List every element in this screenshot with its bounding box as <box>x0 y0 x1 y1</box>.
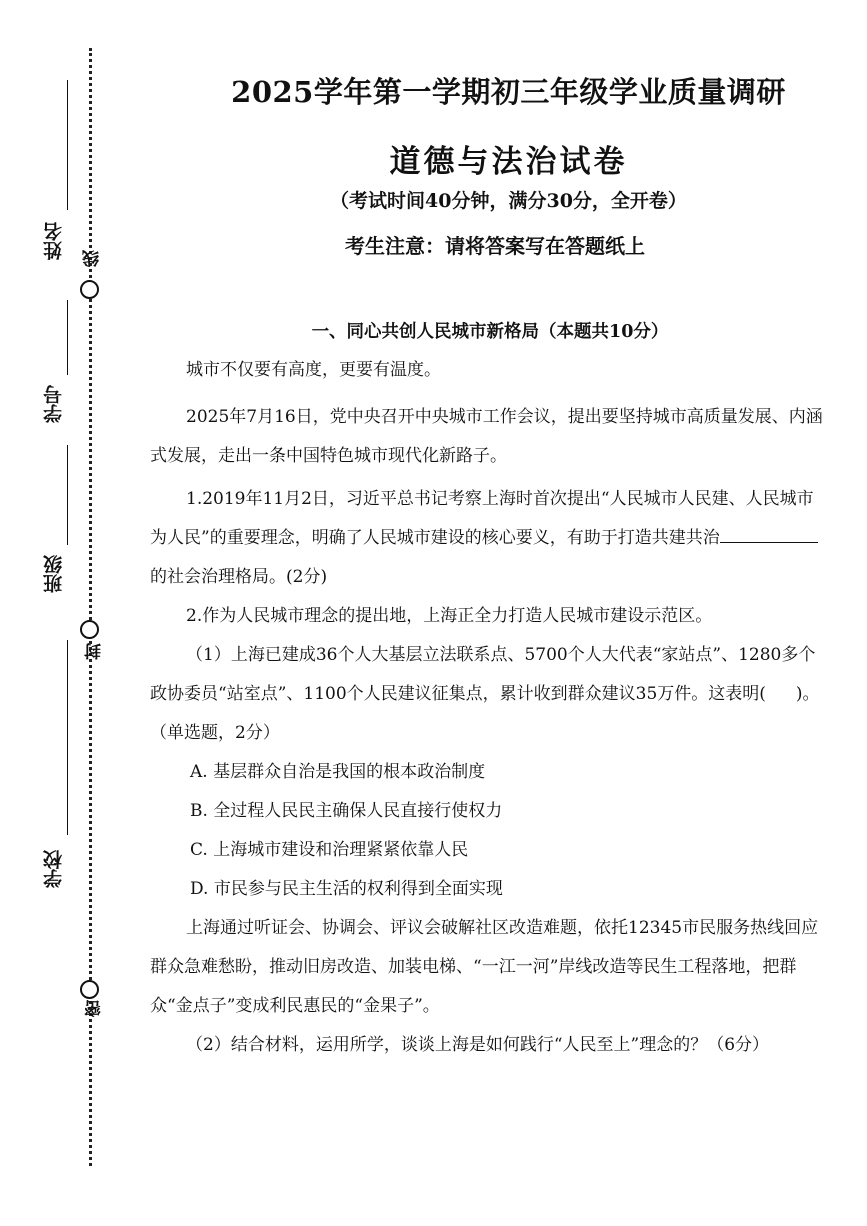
question-2-1-text: （1）上海已建成36个人大基层立法联系点、5700个人大代表“家站点”、1280多个政协委员“站室点”、1100个人民建议征集点，累计收到群众建议35万件。这表明( <box>150 645 816 704</box>
question-2-1-text-end: )。 <box>795 684 820 704</box>
option-a: A. 基层群众自治是我国的根本政治制度 <box>190 762 486 782</box>
material-paragraph: 上海通过听证会、协调会、评议会破解社区改造难题，依托12345市民服务热线回应群众急难愁盼，推动旧房改造、加装电梯、“一江一河”岸线改造等民生工程落地，把群众“金点子”变成利民惠民的“金果子”。 <box>150 918 819 1016</box>
question-1 <box>150 480 830 597</box>
options-list <box>150 753 830 909</box>
question-type-note: （单选题，2分） <box>150 723 280 743</box>
option-b: B. 全过程人民民主确保人民直接行使权力 <box>190 801 503 821</box>
binding-margin <box>0 0 140 1226</box>
seal-word-line: 线 <box>83 250 103 267</box>
seal-word-secret: 密 <box>85 1000 105 1017</box>
section-1 <box>150 322 830 1065</box>
option-c: C. 上海城市建设和治理紧紧依靠人民 <box>190 840 469 860</box>
name-label: 姓名 <box>43 222 65 260</box>
exam-notice: 考生注意：请将答案写在答题纸上 <box>345 234 645 258</box>
binding-hole-1 <box>80 280 99 299</box>
exam-title: 2025学年第一学期初三年级学业质量调研 <box>231 75 786 109</box>
seal-word-seal: 封 <box>85 643 105 660</box>
student-id-underline <box>67 300 68 375</box>
class-underline <box>67 445 68 545</box>
question-1-text-end: 的社会治理格局。(2分) <box>150 567 328 587</box>
intro-line-1: 城市不仅要有高度，更要有温度。 <box>186 360 441 380</box>
class-label: 班级 <box>43 555 65 593</box>
binding-hole-3 <box>80 980 99 999</box>
question-2-1 <box>150 636 830 714</box>
question-2-2: （2）结合材料，运用所学，谈谈上海是如何践行“人民至上”理念的？（6分） <box>186 1035 770 1055</box>
student-id-label: 学号 <box>43 385 65 423</box>
exam-subject: 道德与法治试卷 <box>389 144 628 180</box>
binding-hole-2 <box>80 620 99 639</box>
intro-paragraph: 2025年7月16日，党中央召开中央城市工作会议，提出要坚持城市高质量发展、内涵式发展，走出一条中国特色城市现代化新路子。 <box>150 407 823 466</box>
question-2-stem: 2.作为人民城市理念的提出地，上海正全力打造人民城市建设示范区。 <box>186 606 713 626</box>
answer-blank <box>720 526 818 543</box>
option-d: D. 市民参与民主生活的权利得到全面实现 <box>190 879 503 899</box>
question-1-text: 1.2019年11月2日，习近平总书记考察上海时首次提出“人民城市人民建、人民城市为人民”的重要理念，明确了人民城市建设的核心要义，有助于打造共建共治 <box>150 489 814 548</box>
exam-info: （考试时间40分钟，满分30分，全开卷） <box>330 190 687 212</box>
school-label: 学校 <box>43 850 65 888</box>
name-underline <box>67 80 68 210</box>
section-1-title: 一、同心共创人民城市新格局（本题共10分） <box>311 322 669 342</box>
school-underline <box>67 640 68 835</box>
